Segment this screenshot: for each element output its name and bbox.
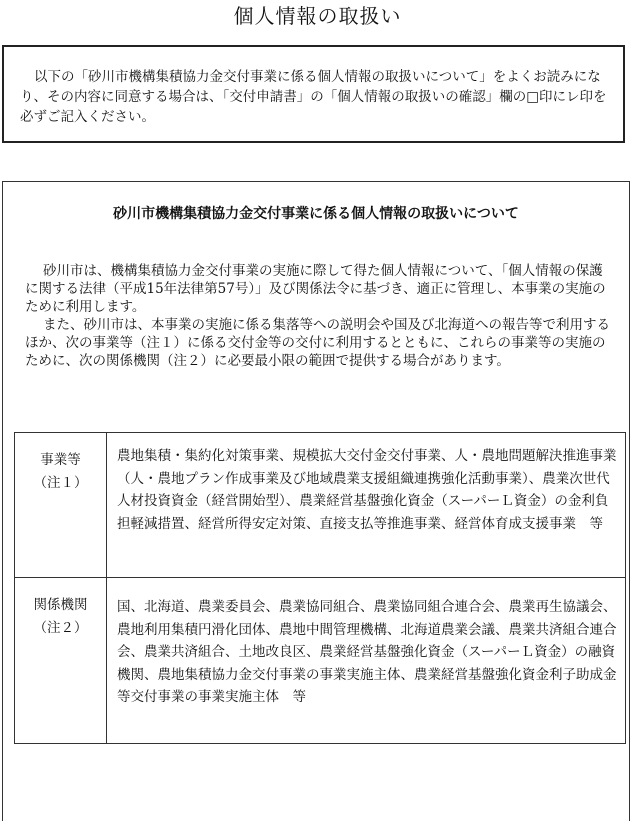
privacy-policy-section	[2, 181, 630, 821]
table-content-cell: 国、北海道、農業委員会、農業協同組合、農業協同組合連合会、農業再生協議会、農地利用集積円滑化団体、農地中間管理機構、北海道農業会議、農業共済組合連合会、農業共済組合、土地改良区、農業経営基盤強化資金（スーパーＬ資金）の融資機関、農地集積協力金交付事業の事業実施主体、農業経営基盤強化資金利子助成金等交付事業の事業実施主体 等	[107, 578, 626, 744]
row-note-label: （注１）	[33, 474, 88, 491]
page-title: 個人情報の取扱い	[233, 4, 402, 28]
table-row-organizations	[15, 578, 626, 744]
table-label-cell	[15, 433, 107, 578]
policy-body	[25, 262, 615, 370]
row-label: 関係機関	[33, 597, 88, 613]
consent-notice-text: 以下の「砂川市機構集積協力金交付事業に係る個人情報の取扱いについて」をよくお読みになり、その内容に同意する場合は、「交付申請書」の「個人情報の取扱いの確認」欄の□印にレ印を必ずご記入ください。	[20, 69, 607, 125]
policy-paragraph: また、砂川市は、本事業の実施に係る集落等への説明会や国及び北海道への報告等で利用するほか、次の事業等（注１）に係る交付金等の交付に利用するとともに、これらの事業等の実施のために、次の関係機関（注２）に必要最小限の範囲で提供する場合があります。	[25, 317, 610, 369]
row-label: 事業等	[40, 452, 81, 468]
table-content-cell: 農地集積・集約化対策事業、規模拡大交付金交付事業、人・農地問題解決推進事業（人・農地プラン作成事業及び地域農業支援組織連携強化活動事業）、農業次世代人材投資資金（経営開始型）、農業経営基盤強化資金（スーパーＬ資金）の金利負担軽減措置、経営所得安定対策、直接支払等推進事業、経営体育成支援事業 等	[107, 433, 626, 578]
table-row-projects	[15, 433, 626, 578]
info-table	[14, 432, 626, 744]
table-label-cell	[15, 578, 107, 744]
policy-paragraph: 砂川市は、機構集積協力金交付事業の実施に際して得た個人情報について、「個人情報の保護に関する法律（平成15年法律第57号）」及び関係法令に基づき、適正に管理し、本事業の実施のために利用します。	[25, 263, 606, 315]
consent-notice-box	[2, 45, 625, 143]
row-note-label: （注２）	[33, 619, 88, 636]
section-heading: 砂川市機構集積協力金交付事業に係る個人情報の取扱いについて	[113, 206, 519, 222]
